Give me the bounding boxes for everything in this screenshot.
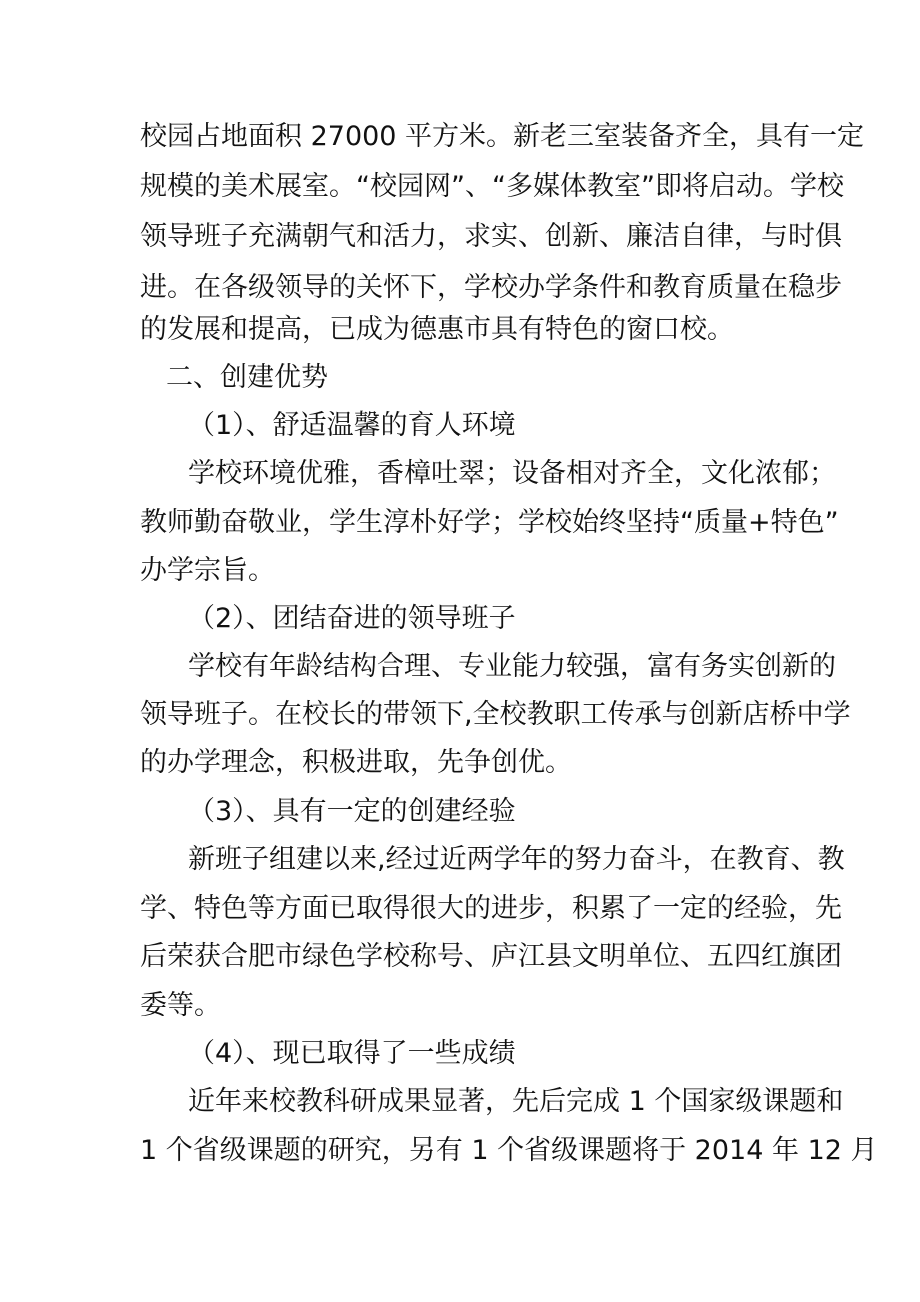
- paragraph-4-line-1: 新班子组建以来,经过近两学年的努力奋斗，在教育、教: [188, 844, 845, 875]
- paragraph-2-line-2: 教师勤奋敬业，学生淳朴好学；学校始终坚持“质量+特色”: [140, 507, 839, 538]
- paragraph-5-line-1: 近年来校教科研成果显著，先后完成 1 个国家级课题和: [188, 1086, 844, 1117]
- paragraph-3-line-2: 领导班子。在校长的带领下,全校教职工传承与创新店桥中学: [140, 699, 851, 730]
- paragraph-1-line-1: 校园占地面积 27000 平方米。新老三室装备齐全，具有一定: [140, 121, 865, 152]
- paragraph-4-line-4: 委等。: [140, 990, 221, 1021]
- subheading-1: （1）、舒适温馨的育人环境: [188, 410, 516, 441]
- paragraph-3-line-3: 的办学理念，积极进取，先争创优。: [140, 747, 572, 778]
- paragraph-1-line-5: 的发展和提高，已成为德惠市具有特色的窗口校。: [140, 314, 734, 345]
- subheading-4: （4）、现已取得了一些成绩: [188, 1038, 516, 1069]
- paragraph-1-line-4: 进。在各级领导的关怀下，学校办学条件和教育质量在稳步: [140, 272, 842, 303]
- paragraph-2-line-3: 办学宗旨。: [140, 555, 275, 586]
- paragraph-1-line-3: 领导班子充满朝气和活力，求实、创新、廉洁自律，与时俱: [140, 221, 842, 252]
- subheading-2: （2）、团结奋进的领导班子: [188, 603, 516, 634]
- paragraph-4-line-2: 学、特色等方面已取得很大的进步，积累了一定的经验，先: [140, 893, 842, 924]
- paragraph-4-line-3: 后荣获合肥市绿色学校称号、庐江县文明单位、五四红旗团: [140, 941, 842, 972]
- paragraph-1-line-2: 规模的美术展室。“校园网”、“多媒体教室”即将启动。学校: [140, 171, 844, 202]
- paragraph-2-line-1: 学校环境优雅，香樟吐翠；设备相对齐全，文化浓郁；: [188, 458, 836, 489]
- section-heading: 二、创建优势: [166, 362, 328, 393]
- paragraph-3-line-1: 学校有年龄结构合理、专业能力较强，富有务实创新的: [188, 651, 836, 682]
- subheading-3: （3）、具有一定的创建经验: [188, 796, 516, 827]
- paragraph-5-line-2: 1 个省级课题的研究，另有 1 个省级课题将于 2014 年 12 月: [140, 1135, 878, 1166]
